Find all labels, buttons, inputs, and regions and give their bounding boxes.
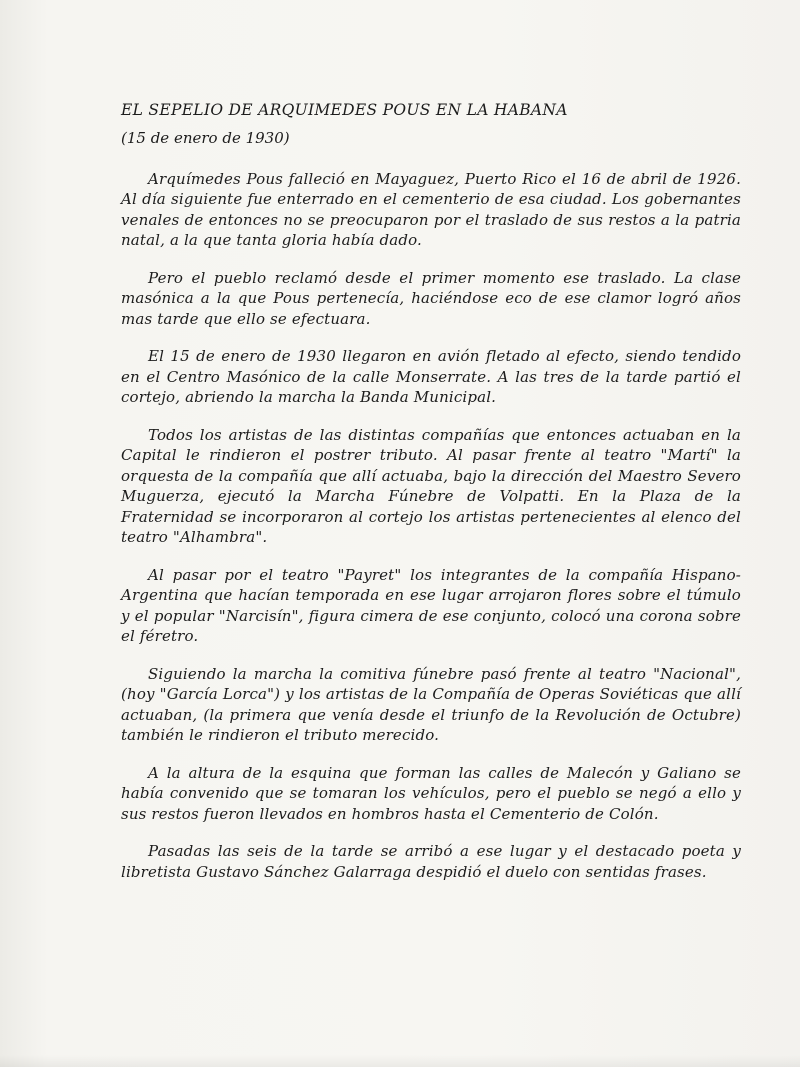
paragraph: Pero el pueblo reclamó desde el primer momento ese traslado. La clase masónica a la que Pous pertenecía, haciéndose eco de ese clamor logró años mas tarde que ello se efectuara. [121,268,741,328]
document-date: (15 de enero de 1930) [121,129,290,147]
paragraph: Todos los artistas de las distintas compañías que entonces actuaban en la Capital le rindieron el postrer tributo. Al pasar frente al teatro "Martí" la orquesta de la compañía que allí actuaba, bajo la dirección del Maestro Severo Muguerza, ejecutó la Marcha Fúnebre de Volpatti. En la Plaza de la Fraternidad se incorporaron al cortejo los artistas pertenecientes al elenco del teatro "Alhambra". [121,425,741,546]
document-title: EL SEPELIO DE ARQUIMEDES POUS EN LA HABANA [121,101,568,119]
paragraph: Pasadas las seis de la tarde se arribó a ese lugar y el destacado poeta y libretista Gustavo Sánchez Galarraga despidió el duelo con sentidas frases. [121,842,741,881]
document-body [121,100,741,882]
paragraph: Al pasar por el teatro "Payret" los integrantes de la compañía Hispano-Argentina que hacían temporada en ese lugar arrojaron flores sobre el túmulo y el popular "Narcisín", figura cimera de ese conjunto, colocó una corona sobre el féretro. [121,565,741,645]
paragraph: Siguiendo la marcha la comitiva fúnebre pasó frente al teatro "Nacional", (hoy "García Lorca") y los artistas de la Compañía de Operas Soviéticas que allí actuaban, (la primera que venía desde el triunfo de la Revolución de Octubre) también le rindieron el tributo merecido. [121,664,741,744]
paragraph: El 15 de enero de 1930 llegaron en avión fletado al efecto, siendo tendido en el Centro Masónico de la calle Monserrate. A las tres de la tarde partió el cortejo, abriendo la marcha la Banda Municipal. [121,347,741,406]
paragraph: Arquímedes Pous falleció en Mayaguez, Puerto Rico el 16 de abril de 1926. Al día siguiente fue enterrado en el cementerio de esa ciudad. Los gobernantes venales de entonces no se preocuparon por el traslado de sus restos a la patria natal, a la que tanta gloria había dado. [121,169,741,249]
paragraph: A la altura de la esquina que forman las calles de Malecón y Galiano se había convenido que se tomaran los vehículos, pero el pueblo se negó a ello y sus restos fueron llevados en hombros hasta el Cementerio de Colón. [121,763,741,823]
